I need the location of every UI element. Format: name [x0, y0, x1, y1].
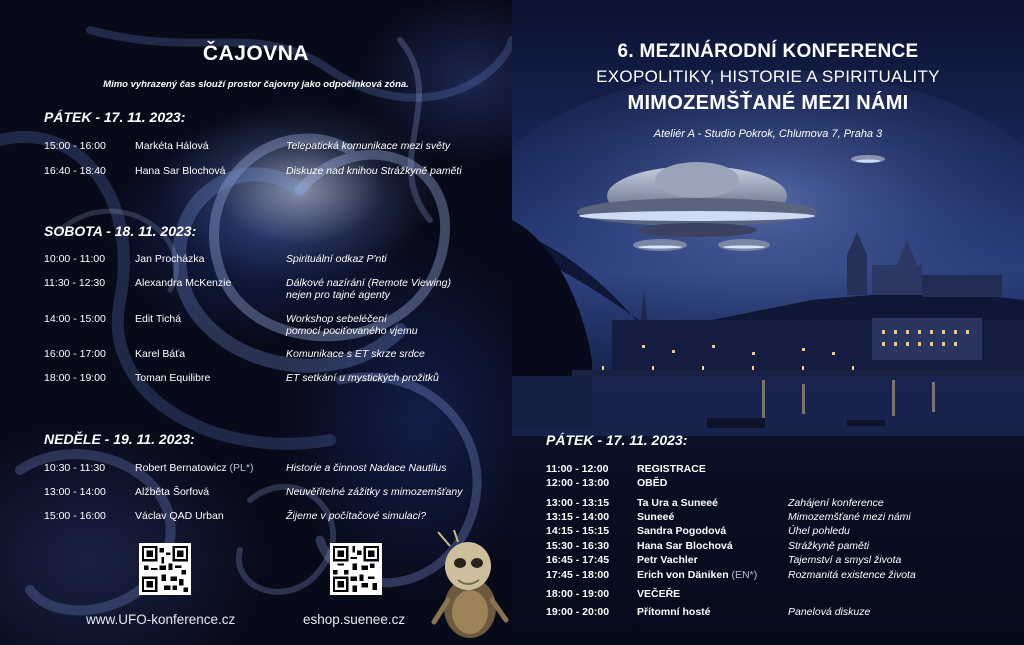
conference-panel: [512, 0, 1024, 645]
row-speaker: [637, 569, 757, 581]
row-topic: Dálkové nazírání (Remote Viewing): [286, 277, 451, 289]
row-topic: Workshop sebeléčení: [286, 313, 387, 325]
website-link[interactable]: www.UFO-konference.cz: [86, 612, 236, 627]
row-time: 16:00 - 17:00: [44, 348, 106, 360]
row-time: 18:00 - 19:00: [546, 588, 610, 600]
row-speaker: Karel Báťa: [135, 348, 186, 360]
row-time: 13:15 - 14:00: [546, 511, 610, 523]
venue-address: Ateliér A - Studio Pokrok, Chlumova 7, Praha 3: [653, 128, 883, 140]
row-time: 19:00 - 20:00: [546, 606, 610, 618]
day-heading-saturday: SOBOTA - 18. 11. 2023:: [44, 223, 197, 239]
speaker-name: Robert Bernatowicz: [135, 462, 227, 474]
row-time: 14:00 - 15:00: [44, 313, 106, 325]
row-speaker: Přítomní hosté: [637, 606, 711, 618]
row-time: 13:00 - 14:00: [44, 486, 106, 498]
row-topic: Tajemství a smysl života: [788, 554, 902, 566]
row-speaker: VEČEŘE: [637, 588, 681, 600]
row-time: 17:45 - 18:00: [546, 569, 610, 581]
row-time: 10:00 - 11:00: [44, 253, 106, 265]
day-heading-friday: PÁTEK - 17. 11. 2023:: [546, 432, 688, 448]
row-topic: Telepatická komunikace mezi světy: [286, 140, 451, 152]
qr-code-icon: [142, 546, 188, 592]
row-speaker: REGISTRACE: [637, 463, 706, 475]
qr-code-icon: [333, 546, 379, 592]
row-topic: Komunikace s ET skrze srdce: [286, 348, 425, 360]
tearoom-title: ČAJOVNA: [202, 42, 310, 65]
row-topic: Zahájení konference: [788, 497, 884, 509]
row-speaker: Hana Sar Blochová: [637, 540, 733, 552]
row-topic: Panelová diskuze: [788, 606, 871, 618]
row-topic: Žijeme v počítačové simulaci?: [286, 510, 427, 522]
row-speaker: OBĚD: [637, 477, 668, 489]
day-heading-friday: PÁTEK - 17. 11. 2023:: [44, 109, 186, 125]
row-speaker: Hana Sar Blochová: [135, 165, 226, 177]
speaker-name: Erich von Däniken: [637, 569, 729, 581]
row-topic: ET setkání u mystických prožitků: [286, 372, 439, 384]
row-time: 12:00 - 13:00: [546, 477, 610, 489]
language-note: (EN*): [731, 569, 758, 581]
row-topic: Mimozemšťané mezi námi: [788, 511, 911, 523]
row-speaker: [135, 462, 253, 474]
row-speaker: Edit Tichá: [135, 313, 182, 325]
row-time: 15:30 - 16:30: [546, 540, 610, 552]
row-topic-line2: nejen pro tajné agenty: [286, 289, 390, 301]
row-topic: Strážkyně paměti: [788, 540, 870, 552]
row-topic: Neuvěřitelné zážitky s mimozemšťany: [286, 486, 463, 498]
row-speaker: Alžběta Šorfová: [135, 486, 210, 498]
row-time: 14:15 - 15:15: [546, 525, 610, 537]
row-time: 15:00 - 16:00: [44, 140, 106, 152]
alien-figure-illustration: [428, 530, 512, 645]
row-topic: Historie a činnost Nadace Nautilus: [286, 462, 447, 474]
row-speaker: Suneeé: [637, 511, 675, 523]
conference-theme: MIMOZEMŠŤANÉ MEZI NÁMI: [627, 92, 909, 114]
conference-number-title: 6. MEZINÁRODNÍ KONFERENCE: [617, 41, 919, 62]
qr-code-eshop[interactable]: [330, 543, 382, 595]
row-time: 16:40 - 18:40: [44, 165, 106, 177]
row-speaker: Jan Procházka: [135, 253, 205, 265]
tearoom-subtitle: Mimo vyhrazený čas slouží prostor čajovny jako odpočinková zóna.: [103, 79, 409, 90]
row-speaker: Sandra Pogodová: [637, 525, 727, 537]
row-speaker: Markéta Hálová: [135, 140, 209, 152]
row-time: 18:00 - 19:00: [44, 372, 106, 384]
row-time: 11:30 - 12:30: [44, 277, 106, 289]
row-topic: Diskuze nad knihou Strážkyně paměti: [286, 165, 462, 177]
row-topic: Rozmanitá existence života: [788, 569, 916, 581]
row-time: 16:45 - 17:45: [546, 554, 610, 566]
row-time: 11:00 - 12:00: [546, 463, 609, 475]
row-speaker: Ta Ura a Suneeé: [637, 497, 718, 509]
row-time: 13:00 - 13:15: [546, 497, 610, 509]
row-topic-line2: pomocí pociťovaného vjemu: [286, 325, 418, 337]
row-topic: Úhel pohledu: [788, 525, 850, 537]
row-time: 15:00 - 16:00: [44, 510, 106, 522]
row-speaker: Alexandra McKenzie: [135, 277, 232, 289]
day-heading-sunday: NEDĚLE - 19. 11. 2023:: [44, 431, 195, 447]
row-speaker: Toman Equilibre: [135, 372, 211, 384]
language-note: (PL*): [229, 462, 254, 474]
row-topic: Spirituální odkaz P'nti: [286, 253, 387, 265]
row-time: 10:30 - 11:30: [44, 462, 106, 474]
row-speaker: Petr Vachler: [637, 554, 698, 566]
row-speaker: Václav QAD Urban: [135, 510, 224, 522]
conference-subtitle: EXOPOLITIKY, HISTORIE A SPIRITUALITY: [596, 67, 940, 86]
eshop-link[interactable]: eshop.suenee.cz: [303, 612, 406, 627]
qr-code-website[interactable]: [139, 543, 191, 595]
